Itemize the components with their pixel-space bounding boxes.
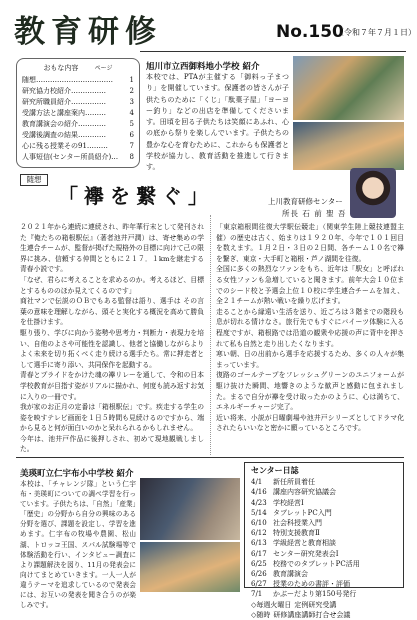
- diary-date: 4/23: [251, 498, 267, 507]
- diary-text: 学級経営と教育相談: [273, 539, 336, 548]
- diary-item: [251, 528, 397, 538]
- diary-date: 6/12: [251, 529, 267, 538]
- diary-item: [251, 579, 397, 589]
- diary-text: 特別支援教育Ⅱ: [273, 529, 320, 538]
- toc-page-label: ページ: [94, 65, 113, 72]
- toc-item: [22, 108, 134, 119]
- newsletter-title: 教育研修: [14, 14, 162, 50]
- toc-item-page: 2: [129, 87, 134, 95]
- toc-item-label: 研究協力校紹介……………: [22, 87, 106, 95]
- toc-item-label: 人事短信(センター所員紹介)…: [22, 153, 119, 161]
- diary-text: 授業のための書評・評価: [273, 580, 350, 589]
- diary-item: [251, 589, 397, 599]
- diary-date: 6/13: [251, 539, 267, 548]
- school1-body: 本校では、PTAが主催する「御料っ子まつり」を開催しています。保護者の皆さんが子供たちのために「くじ」「駄菓子屋」「ヨーヨー釣り」などの出店を準備してくださいます。田頃を回る子供たちは笑顔にあふれ、心の底から祭りを楽しんでいます。子供たちの豊かな心を育むために、これからも保護者と学校が協力し、教育活動を推進して行きます。: [146, 73, 289, 172]
- diary-item: [251, 559, 397, 569]
- toc-item-label: 心に残る授業その91………: [22, 142, 108, 150]
- diary-item: [251, 600, 397, 610]
- issue-number: No.150: [276, 22, 344, 42]
- diary-text: タブレットPC入門: [273, 508, 332, 517]
- toc-item-page: 7: [129, 142, 134, 150]
- toc-item: [22, 152, 134, 163]
- table-of-contents: [16, 58, 140, 168]
- diary-item: [251, 538, 397, 548]
- diary-date: 6/25: [251, 559, 267, 568]
- diary-date: 4/16: [251, 488, 267, 497]
- diary-text: 学校経営Ⅰ: [273, 498, 304, 507]
- diary-text: 社会科授業入門: [273, 519, 322, 528]
- diary-text: 新任所員着任: [273, 478, 315, 487]
- school1-title: 旭川市立西御料地小学校 紹介: [146, 62, 260, 72]
- diary-date: ◇随時: [251, 610, 271, 619]
- diary-date: 4/1: [251, 478, 263, 487]
- diary-item: [251, 549, 397, 559]
- diary-date: 6/10: [251, 519, 267, 528]
- diary-text: センター研究発表会Ⅰ: [273, 549, 339, 558]
- diary-item: [251, 569, 397, 579]
- author-portrait: [350, 168, 396, 218]
- toc-item: [22, 97, 134, 108]
- diary-text: 定例研究受講: [294, 600, 337, 609]
- diary-item: [251, 498, 397, 508]
- diary-text: かぶーだより第150号発行: [273, 590, 357, 599]
- toc-item-label: 教育講演会の紹介…………: [22, 120, 106, 128]
- diary-item: [251, 610, 397, 620]
- toc-item-page: 4: [129, 109, 134, 117]
- toc-item-page: 8: [129, 153, 134, 161]
- diary-text: 研修講座講師打合せ会議: [273, 610, 351, 619]
- school2-body: 本校は、「チャレンジ隊」という仁宇布・美瑛町についての調べ学習を行っています。子供たちは、「自然」「産業」「歴史」の分野から自分の興味のある分野を選び、課題を設定し、学習を進めます。仁宇布の牧場や農園、松山湖、トロッコ王国、スパル試験場等で体験活動を行い、インタビュー調査により課題解決を図り、11月の発表会に向けてまとめていきます。一人一人が違うテーマを追求しているので発表会には、お互いの発表を聞き合うのが楽しみです。: [20, 480, 136, 610]
- column-divider: [210, 215, 211, 455]
- toc-item-label: 受講方法と講座案内………: [22, 109, 106, 117]
- diary-date: 7/1: [251, 590, 263, 599]
- essay-column-2: 「東京箱根間往復大学駅伝競走」（関東学生陸上競技連盟主催）の歴史は古く、始まりは１９２０年、今年で１０１回目を数えます。１月２日・３日の２日間、各チーム１０名で襷を繋ぎ、東京・大手町と箱根・芦ノ湖間を往復。 全国に多くの熱烈なファンをもち、近年は「駅女」と呼ばれる女性ファンも急増していると聞きます。前年大会１０位までのシード校と予選会上位１０校に学生連合チームを加え、全２１チームが熱い戦いを繰り広げます。 走ることから縁遠い生活を送り、近ごろは３階までの階段も息が切れる情けなさ。旅行先でもすぐにバイーツ体験に入る程度ですが、箱根路では沿道の観衆や応援の声に背中を押されて私も自然と走り出したくなります。 寒い朝、日の出前から選手を応援するため、多くの人々が集まっています。 復路のゴールテープをフレッシュグリーンのユニフォームが駆け抜けた瞬間、地響きのような歓声と感動に包まれました。まるで自分が襷を受け取ったかのように、心は満ちて、エネルギーチャージ完了。 近い将来、小説が日曜劇場や池井戸シリーズとしてドラマ化されたらいいなと密かに願っているところです。: [216, 223, 404, 433]
- issue-date: （令和７年７月１日）: [336, 28, 416, 37]
- toc-item-page: 5: [129, 120, 134, 128]
- diary-date: 6/17: [251, 549, 267, 558]
- section-rule: [16, 457, 404, 458]
- diary-date: 6/26: [251, 570, 267, 579]
- toc-item-label: 随想……………………………: [22, 76, 113, 84]
- diary-date: 5/14: [251, 508, 267, 517]
- diary-date: 6/27: [251, 580, 267, 589]
- toc-item-page: 3: [129, 98, 134, 106]
- toc-item: [22, 119, 134, 130]
- toc-item: [22, 86, 134, 97]
- essay-title: 「襷を繋ぐ」: [58, 184, 214, 208]
- diary-text: 教育講演会: [273, 570, 308, 579]
- center-diary: [244, 462, 404, 619]
- toc-item: [22, 130, 134, 141]
- diary-text: 講座内容研究協議会: [273, 488, 336, 497]
- header-rule: [140, 51, 406, 52]
- author-org: 上川教育研修センター: [268, 197, 343, 206]
- diary-item: [251, 487, 397, 497]
- school1-photo-bottom: [293, 122, 404, 170]
- toc-heading: [22, 63, 134, 73]
- diary-item: [251, 508, 397, 518]
- toc-item-label: 受講後調査の結果…………: [22, 131, 106, 139]
- essay-column-1: ２０２１年から連続に連続され、昨年華行末として発刊された『俺たちの箱根駅伝』（著者池井戸潤）は、寄せ集めの学生連合チームが、監督が掲げた規格外の目標に向けて己の限界に挑み、信頼する仲間とともに２１７．１kmを継走する青春小説です。 「なぜ、君らに考えることを求めるのか。考えるほど、目標とするもののほか見えてくるのです」 商社マンで伝説のＯＢでもある監督は語り、選手は その言葉の意味を理解しながら、頭そと実化する概況を高めて勝負を仕掛けます。 駆り張り、学びに向かう姿勢や思考力・判断力・表現力を培い、自他のよさや可能性を認識し、他者と協働しながらよりよく未来を切り拓くべく走り続ける選手たち。常に押走者として選手に寄り添い、共同保作を起動する。 青春とプライドをかけた魂の襷リレーを通して、令和の日本学校教育が目指す姿がリアルに描かれ、何度も読み返すお気に入りの一冊です。 我が家のお正月の定番は「箱根駅伝」です。疾走する学生の姿を映すテレビ画面を１日５時間も見続けるのですから、端から見ると何が面白いのかと呆れられるかもしれません。 今年は、池井戸作品に後押しされ、初めて現地観戦しました。: [20, 223, 204, 454]
- diary-text: 校務でのタブレットPC活用: [273, 559, 360, 568]
- diary-date: ◇毎週火曜日: [251, 600, 292, 609]
- school2-title: 美瑛町立仁宇布小中学校 紹介: [20, 469, 134, 479]
- diary-title: センター日誌: [251, 466, 299, 475]
- toc-item: [22, 75, 134, 86]
- toc-item: [22, 141, 134, 152]
- essay-tag: 随想: [20, 174, 48, 186]
- author-name: 所長 石 前 聖 吾: [282, 209, 347, 218]
- school1-photo-top: [293, 56, 404, 120]
- toc-item-label: 研究所職員紹介……………: [22, 98, 106, 106]
- toc-heading-text: おもな内容: [43, 64, 79, 72]
- toc-item-page: 1: [129, 76, 134, 84]
- school2-photo-top: [140, 478, 240, 540]
- diary-item: [251, 477, 397, 487]
- school2-photo-bottom: [140, 542, 240, 592]
- toc-item-page: 6: [129, 131, 134, 139]
- diary-item: [251, 518, 397, 528]
